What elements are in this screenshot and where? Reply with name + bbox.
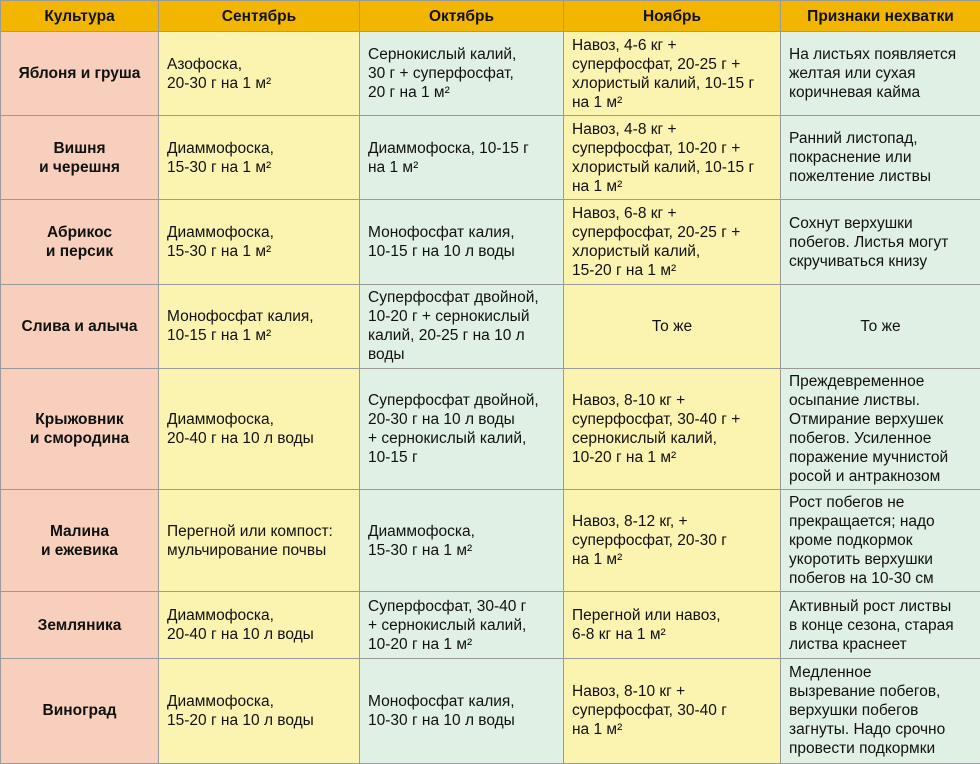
table-row [1,116,980,200]
signs-cell: Рост побегов не прекращается; надо кроме подкормок укоротить верхушки побегов на 10-30 см [781,490,980,592]
september-cell: Диаммофоска, 20-40 г на 10 л воды [159,368,360,489]
signs-cell: На листьях появляется желтая или сухая коричневая кайма [781,32,980,116]
october-cell: Монофосфат калия, 10-15 г на 10 л воды [360,200,564,284]
september-cell: Диаммофоска, 15-20 г на 10 л воды [159,658,360,763]
header-culture: Культура [1,1,159,32]
september-cell: Диаммофоска, 15-30 г на 1 м² [159,200,360,284]
september-cell: Диаммофоска, 15-30 г на 1 м² [159,116,360,200]
september-cell: Диаммофоска, 20-40 г на 10 л воды [159,592,360,658]
table-row [1,490,980,592]
october-cell: Суперфосфат двойной, 10-20 г + сернокислый калий, 20-25 г на 10 л воды [360,284,564,368]
table-row [1,592,980,658]
culture-cell: Крыжовник и смородина [1,368,159,489]
culture-cell: Яблоня и груша [1,32,159,116]
october-cell: Монофосфат калия, 10-30 г на 10 л воды [360,658,564,763]
september-cell: Перегной или компост: мульчирование почвы [159,490,360,592]
november-cell: То же [564,284,781,368]
october-cell: Суперфосфат двойной, 20-30 г на 10 л воды + сернокислый калий, 10-15 г [360,368,564,489]
november-cell: Навоз, 4-8 кг + суперфосфат, 10-20 г + хлористый калий, 10-15 г на 1 м² [564,116,781,200]
table-row [1,284,980,368]
signs-cell: Ранний листопад, покраснение или пожелтение листвы [781,116,980,200]
table-row [1,658,980,763]
september-cell: Азофоска, 20-30 г на 1 м² [159,32,360,116]
culture-cell: Вишня и черешня [1,116,159,200]
november-cell: Перегной или навоз, 6-8 кг на 1 м² [564,592,781,658]
signs-cell: Преждевременное осыпание листвы. Отмирание верхушек побегов. Усиленное поражение мучнистой росой и антракнозом [781,368,980,489]
signs-cell: Медленное вызревание побегов, верхушки побегов загнуты. Надо срочно провести подкормки [781,658,980,763]
signs-cell: То же [781,284,980,368]
october-cell: Диаммофоска, 10-15 г на 1 м² [360,116,564,200]
header-september: Сентябрь [159,1,360,32]
november-cell: Навоз, 8-10 кг + суперфосфат, 30-40 г на 1 м² [564,658,781,763]
header-row [1,1,980,32]
november-cell: Навоз, 8-12 кг, + суперфосфат, 20-30 г на 1 м² [564,490,781,592]
table-row [1,200,980,284]
culture-cell: Виноград [1,658,159,763]
september-cell: Монофосфат калия, 10-15 г на 1 м² [159,284,360,368]
header-signs: Признаки нехватки [781,1,980,32]
october-cell: Сернокислый калий, 30 г + суперфосфат, 20 г на 1 м² [360,32,564,116]
october-cell: Суперфосфат, 30-40 г + сернокислый калий, 10-20 г на 1 м² [360,592,564,658]
culture-cell: Малина и ежевика [1,490,159,592]
table-row [1,368,980,489]
header-november: Ноябрь [564,1,781,32]
culture-cell: Земляника [1,592,159,658]
signs-cell: Сохнут верхушки побегов. Листья могут скручиваться книзу [781,200,980,284]
culture-cell: Слива и алыча [1,284,159,368]
header-october: Октябрь [360,1,564,32]
october-cell: Диаммофоска, 15-30 г на 1 м² [360,490,564,592]
signs-cell: Активный рост листвы в конце сезона, старая листва краснеет [781,592,980,658]
table-row [1,32,980,116]
november-cell: Навоз, 8-10 кг + суперфосфат, 30-40 г + сернокислый калий, 10-20 г на 1 м² [564,368,781,489]
culture-cell: Абрикос и персик [1,200,159,284]
november-cell: Навоз, 4-6 кг + суперфосфат, 20-25 г + хлористый калий, 10-15 г на 1 м² [564,32,781,116]
november-cell: Навоз, 6-8 кг + суперфосфат, 20-25 г + хлористый калий, 15-20 г на 1 м² [564,200,781,284]
